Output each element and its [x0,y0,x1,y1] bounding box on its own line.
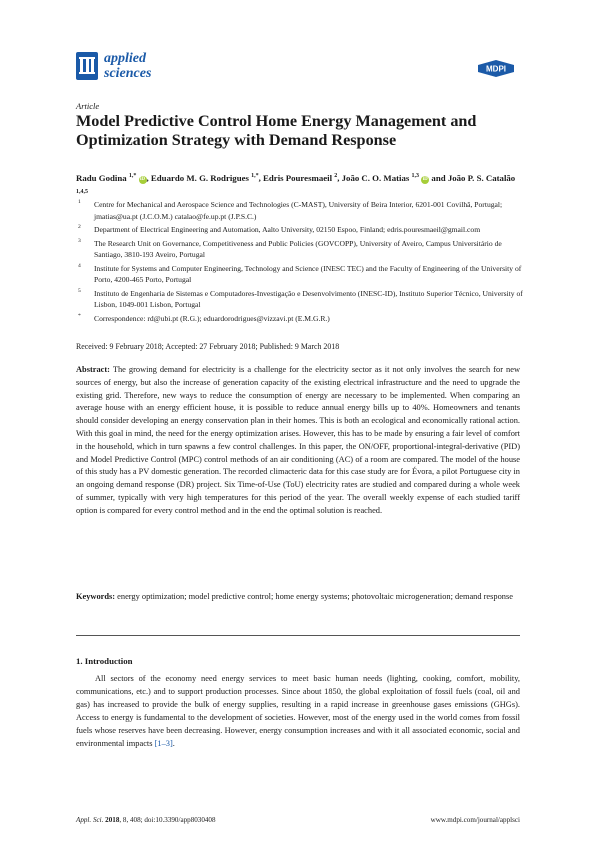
author-name: João C. O. Matias [341,172,410,183]
citation-link[interactable]: [1–3] [154,738,173,748]
affiliation-number: 1 [78,199,81,205]
author-affiliation-marker: 1,4,5 [76,188,88,195]
orcid-icon[interactable]: iD [140,176,146,182]
affiliation-item [78,313,528,325]
page-footer [76,816,520,824]
affiliation-number: 4 [78,262,81,269]
affiliation-item [78,224,528,236]
affiliation-item [78,199,528,222]
author-separator: , [337,172,342,183]
affiliation-number: 5 [78,287,81,294]
author-affiliation-marker: 2 [334,173,338,179]
affiliation-number: 3 [78,237,81,244]
paper-title: Model Predictive Control Home Energy Management and Optimization Strategy with Demand Response [76,112,477,149]
article-type: Article [76,101,100,111]
section-divider [76,635,520,636]
author-name: Radu Godina [76,172,127,183]
affiliation-text: Centre for Mechanical and Aerospace Science and Technologies (C-MAST), University of Beira Interior, 6201-001 Covilhã, Portugal; jmatias@ua.pt (J.C.O.M.) catalao@fe.up.pt (J.P.S.C.) [94,200,503,221]
abstract-text: The growing demand for electricity is a challenge for the electricity sector as it not only involves the search for new sources of energy, but also the increase of generation capacity of the existing electrical infrastructure and the need to upgrade the existing grid. Therefore, new ways to reduce the consumption of energy are necessary to be implemented. When comparing an average house with an energy efficient house, it is possible to reduce annual energy bills up to 40%. Homeowners and tenants should consider developing an energy conservation plan in their homes. This is both an ecological and economically rational action. With this goal in mind, the need for the energy optimization arises. However, this has to be made by ensuring a fair level of comfort in the household, which in turn spawns a few control challenges. In this paper, the ON/OFF, proportional-integral-derivative (PID) and Model Predictive Control (MPC) control methods of an air conditioning (AC) of a room are compared. The model of the house of this study has a PV domestic generation. The recorded climacteric data for this case study are for Évora, a pilot Portuguese city in an ongoing demand response (DR) project. Six Time-of-Use (ToU) electricity rates are studied and compared during a whole week of summer, typically with very high temperatures for this period of the year. The overall weekly expense of each studied tariff option is compared for every control method and in the end the optimal solution is reached. [76,365,520,515]
abstract-label: Abstract: [76,365,110,374]
author-separator: , [258,172,264,183]
affiliation-text: The Research Unit on Governance, Competitiveness and Public Policies (GOVCOPP), University of Aveiro, Campus Universitário de Santiago, 3810-193 Aveiro, Portugal [94,238,502,260]
section-body: All sectors of the economy need energy services to meet basic human needs (lighting, cooking, comfort, mobility, communications, etc.) and to support production processes. Since about 1850, the global exploitation of fossil fuels (coal, oil and gas) has increased to provide the bulk of energy supplies, resulting in a rapid increase in greenhouse gases emissions (GHGs). Access to energy is fundamental to the development of societies. However, most of the energy used in the world comes from fossil fuels whose reserves have been decreasing. However, energy consumption increases and with it all associated economic, social and environmental impacts [1–3]. [76,674,520,748]
keywords-text: energy optimization; model predictive control; home energy systems; photovoltaic microgeneration; demand response [117,592,513,601]
affiliation-item [78,288,528,311]
author-name: Edris Pouresmaeil [263,172,333,183]
affiliation-text: Instituto de Engenharia de Sistemas e Computadores-Investigação e Desenvolvimento (INESC-ID), Instituto Superior Técnico, University of Lisbon, 1049-001 Lisbon, Portugal [94,288,523,310]
author-affiliation-marker: 1,* [128,173,137,179]
author-affiliation-marker: 1,* [251,173,259,179]
publication-dates: Received: 9 February 2018; Accepted: 27 February 2018; Published: 9 March 2018 [76,342,340,351]
author-separator: , [146,172,151,183]
mdpi-logo [477,60,515,77]
author-name: João P. S. Catalão [447,172,516,183]
keywords-label: Keywords: [76,592,116,601]
section-heading: 1. Introduction [76,656,133,666]
author-separator: and [429,172,448,183]
affiliation-text: Department of Electrical Engineering and Automation, Aalto University, 02150 Espoo, Finland; edris.pouresmaeil@gmail.com [94,225,481,235]
orcid-icon[interactable]: iD [422,176,428,182]
journal-logo-icon [76,52,98,80]
author-list [76,169,526,201]
keywords [76,591,520,604]
affiliations [78,199,528,326]
footer-url[interactable]: www.mdpi.com/journal/applsci [430,816,520,824]
affiliation-text: Institute for Systems and Computer Engineering, Technology and Science (INESC TEC) and the Faculty of Engineering of the University of Porto, 4200-465 Porto, Portugal [94,263,522,285]
footer-citation: Appl. Sci. 2018, 8, 408; doi:10.3390/app8030408 [76,816,216,824]
journal-name: applied sciences [104,51,152,81]
author-affiliation-marker: 1,3 [411,173,420,179]
author-name: Eduardo M. G. Rodrigues [150,172,249,183]
affiliation-item [78,263,528,286]
affiliation-item [78,238,528,261]
svg-text:MDPI: MDPI [486,64,506,74]
abstract [76,364,520,518]
affiliation-number: 2 [78,224,81,231]
affiliation-text: Correspondence: rd@ubi.pt (R.G.); eduardorodrigues@vizzavi.pt (E.M.G.R.) [94,313,330,323]
affiliation-number: * [78,312,81,319]
